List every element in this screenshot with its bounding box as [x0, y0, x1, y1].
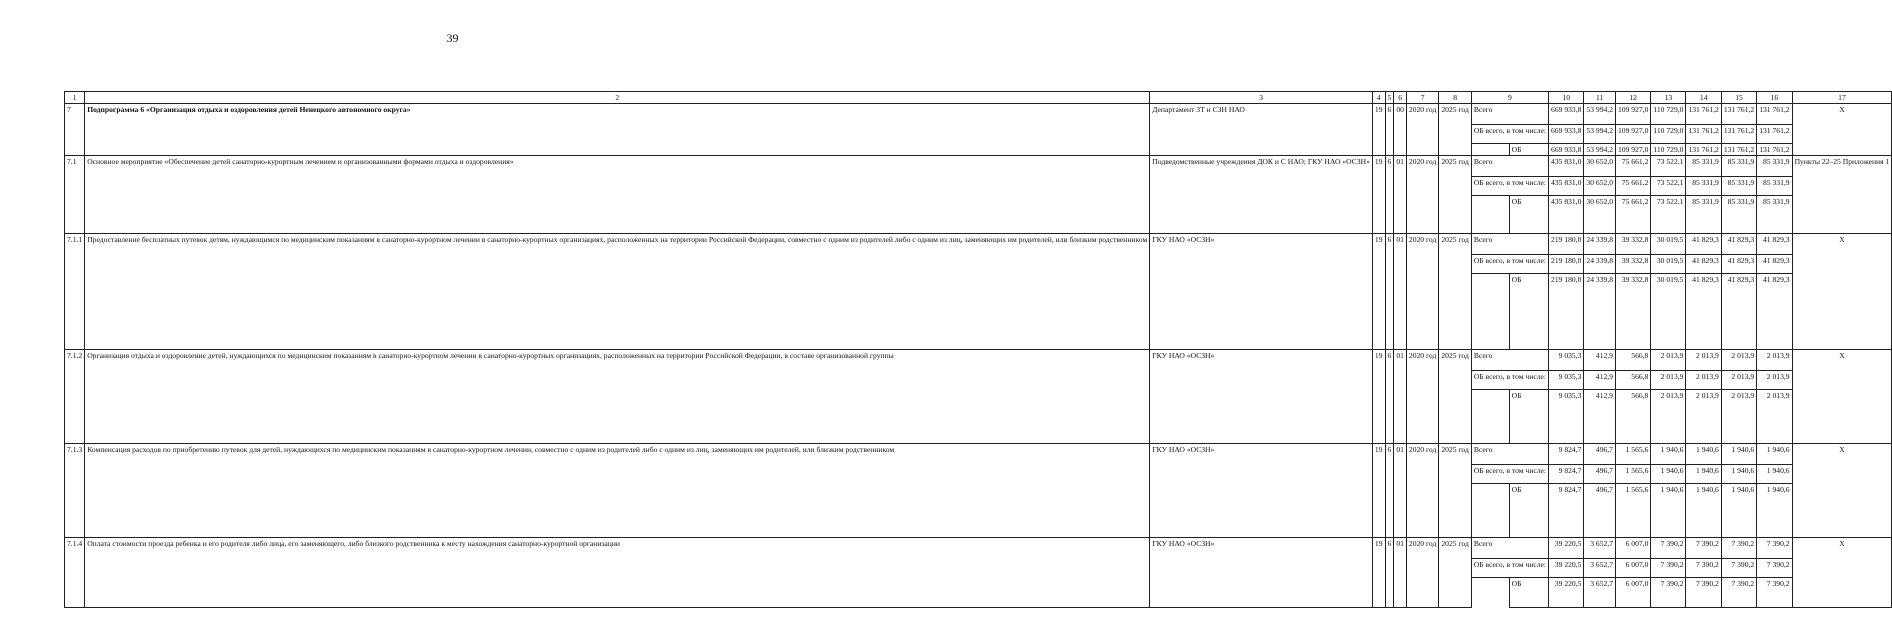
- ob-including-value: 53 994,2: [1584, 125, 1616, 144]
- code-col-6: 01: [1394, 156, 1407, 234]
- total-value: 7 390,2: [1721, 538, 1756, 559]
- table-row: [65, 104, 1892, 125]
- total-value: 110 729,0: [1651, 104, 1686, 125]
- ob-value: 2 013,9: [1651, 390, 1686, 444]
- row-executor: ГКУ НАО «ОСЗН»: [1150, 538, 1373, 608]
- ob-including-value: 1 940,6: [1757, 465, 1792, 484]
- end-year: 2025 год: [1439, 104, 1471, 156]
- end-year: 2025 год: [1439, 350, 1471, 444]
- total-value: 109 927,0: [1615, 104, 1650, 125]
- ob-value: 9 035,3: [1549, 390, 1584, 444]
- ob-including-value: 219 180,0: [1549, 255, 1584, 274]
- total-value: 6 007,0: [1615, 538, 1650, 559]
- ob-value: 219 180,0: [1549, 274, 1584, 350]
- ob-including-value: 41 829,3: [1686, 255, 1721, 274]
- ob-value: 30 652,0: [1584, 196, 1616, 234]
- ob-including-value: 131 761,2: [1757, 125, 1792, 144]
- ob-including-value: 2 013,9: [1721, 371, 1756, 390]
- ob-value: 24 339,8: [1584, 274, 1616, 350]
- code-col-4: 19: [1372, 538, 1385, 608]
- total-value: 435 831,0: [1549, 156, 1584, 177]
- ob-including-value: 6 007,0: [1615, 559, 1650, 578]
- ob-value: 41 829,3: [1686, 274, 1721, 350]
- row-note: X: [1792, 234, 1892, 350]
- row-executor: ГКУ НАО «ОСЗН»: [1150, 234, 1373, 350]
- total-value: 2 013,9: [1686, 350, 1721, 371]
- ob-including-value: 1 940,6: [1686, 465, 1721, 484]
- source-spacer: [1471, 484, 1509, 538]
- source-ob-including-label: ОБ всего, в том числе:: [1471, 177, 1548, 196]
- ob-value: 496,7: [1584, 484, 1616, 538]
- row-note: X: [1792, 104, 1892, 156]
- table-row: [65, 350, 1892, 371]
- ob-including-value: 7 390,2: [1757, 559, 1792, 578]
- total-value: 30 652,0: [1584, 156, 1616, 177]
- ob-value: 7 390,2: [1757, 578, 1792, 608]
- ob-including-value: 85 331,9: [1686, 177, 1721, 196]
- ob-value: 7 390,2: [1686, 578, 1721, 608]
- row-number: 7.1.3: [65, 444, 85, 538]
- ob-including-value: 75 661,2: [1615, 177, 1650, 196]
- start-year: 2020 год: [1406, 234, 1438, 350]
- code-col-6: 01: [1394, 350, 1407, 444]
- page-number: 39: [446, 31, 459, 45]
- source-spacer: [1471, 390, 1509, 444]
- code-col-4: 19: [1372, 350, 1385, 444]
- ob-value: 1 940,6: [1651, 484, 1686, 538]
- row-note: X: [1792, 350, 1892, 444]
- ob-including-value: 2 013,9: [1651, 371, 1686, 390]
- source-ob-label: ОБ: [1509, 144, 1548, 156]
- ob-including-value: 7 390,2: [1651, 559, 1686, 578]
- total-value: 75 661,2: [1615, 156, 1650, 177]
- total-value: 1 565,6: [1615, 444, 1650, 465]
- total-value: 41 829,3: [1721, 234, 1756, 255]
- total-value: 496,7: [1584, 444, 1616, 465]
- code-col-4: 19: [1372, 104, 1385, 156]
- total-value: 1 940,6: [1651, 444, 1686, 465]
- ob-including-value: 9 035,3: [1549, 371, 1584, 390]
- row-note: X: [1792, 538, 1892, 608]
- total-value: 2 013,9: [1721, 350, 1756, 371]
- end-year: 2025 год: [1439, 156, 1471, 234]
- code-col-5: 6: [1385, 234, 1394, 350]
- ob-value: 109 927,0: [1615, 144, 1650, 156]
- end-year: 2025 год: [1439, 538, 1471, 608]
- column-header: 4: [1372, 92, 1385, 104]
- code-col-6: 01: [1394, 444, 1407, 538]
- row-name: Предоставление бесплатных путевок детям, нуждающимся по медицинским показаниям в санаторно-курортном лечении в санаторно-курортных организациях, расположенных на территории Российской Федерации, совместно с одним из родителей либо с одним из лиц, заменяющих им родителей, или близким родственником: [85, 234, 1150, 350]
- total-value: 131 761,2: [1721, 104, 1756, 125]
- source-ob-label: ОБ: [1509, 196, 1548, 234]
- table-row: [65, 538, 1892, 559]
- code-col-5: 6: [1385, 104, 1394, 156]
- row-number: 7.1.1: [65, 234, 85, 350]
- code-col-5: 6: [1385, 444, 1394, 538]
- column-header: 11: [1584, 92, 1616, 104]
- column-header: 14: [1686, 92, 1721, 104]
- total-value: 9 824,7: [1549, 444, 1584, 465]
- ob-value: 39 332,8: [1615, 274, 1650, 350]
- total-value: 566,8: [1615, 350, 1650, 371]
- ob-value: 41 829,3: [1757, 274, 1792, 350]
- column-header: 2: [85, 92, 1150, 104]
- start-year: 2020 год: [1406, 156, 1438, 234]
- ob-including-value: 30 019,5: [1651, 255, 1686, 274]
- ob-including-value: 30 652,0: [1584, 177, 1616, 196]
- table-row: [65, 234, 1892, 255]
- row-name: Компенсация расходов по приобретению путевок для детей, нуждающихся по медицинским показаниям в санаторно-курортном лечении, совместно с одним из родителей либо с одним из лиц, заменяющих им родителей, или близким родственником: [85, 444, 1150, 538]
- source-ob-label: ОБ: [1509, 484, 1548, 538]
- total-value: 24 339,8: [1584, 234, 1616, 255]
- start-year: 2020 год: [1406, 104, 1438, 156]
- ob-including-value: 1 940,6: [1721, 465, 1756, 484]
- source-ob-including-label: ОБ всего, в том числе:: [1471, 465, 1548, 484]
- ob-value: 3 652,7: [1584, 578, 1616, 608]
- end-year: 2025 год: [1439, 234, 1471, 350]
- total-value: 85 331,9: [1757, 156, 1792, 177]
- column-header: 7: [1406, 92, 1438, 104]
- ob-value: 669 933,8: [1549, 144, 1584, 156]
- code-col-4: 19: [1372, 156, 1385, 234]
- ob-value: 2 013,9: [1721, 390, 1756, 444]
- column-header: 12: [1615, 92, 1650, 104]
- row-name: Организация отдыха и оздоровление детей, нуждающихся по медицинским показаниям в санаторно-курортном лечении в санаторно-курортных организациях, расположенных на территории Российской Федерации, в составе организованной группы: [85, 350, 1150, 444]
- total-value: 7 390,2: [1686, 538, 1721, 559]
- row-note: Пункты 22–25 Приложения 1: [1792, 156, 1892, 234]
- column-header: 6: [1394, 92, 1407, 104]
- ob-including-value: 39 332,8: [1615, 255, 1650, 274]
- ob-including-value: 39 220,5: [1549, 559, 1584, 578]
- ob-value: 2 013,9: [1686, 390, 1721, 444]
- ob-including-value: 110 729,0: [1651, 125, 1686, 144]
- total-value: 2 013,9: [1757, 350, 1792, 371]
- ob-value: 75 661,2: [1615, 196, 1650, 234]
- total-value: 39 220,5: [1549, 538, 1584, 559]
- total-value: 73 522,1: [1651, 156, 1686, 177]
- source-ob-including-label: ОБ всего, в том числе:: [1471, 125, 1548, 144]
- ob-including-value: 7 390,2: [1721, 559, 1756, 578]
- ob-value: 131 761,2: [1757, 144, 1792, 156]
- code-col-6: 00: [1394, 104, 1407, 156]
- ob-value: 85 331,9: [1686, 196, 1721, 234]
- ob-value: 9 824,7: [1549, 484, 1584, 538]
- total-value: 3 652,7: [1584, 538, 1616, 559]
- total-value: 30 019,5: [1651, 234, 1686, 255]
- column-header: 16: [1757, 92, 1792, 104]
- ob-including-value: 412,9: [1584, 371, 1616, 390]
- ob-value: 53 994,2: [1584, 144, 1616, 156]
- source-ob-including-label: ОБ всего, в том числе:: [1471, 559, 1548, 578]
- start-year: 2020 год: [1406, 350, 1438, 444]
- ob-including-value: 435 831,0: [1549, 177, 1584, 196]
- ob-value: 6 007,0: [1615, 578, 1650, 608]
- ob-value: 41 829,3: [1721, 274, 1756, 350]
- start-year: 2020 год: [1406, 444, 1438, 538]
- total-value: 85 331,9: [1686, 156, 1721, 177]
- code-col-5: 6: [1385, 538, 1394, 608]
- row-executor: ГКУ НАО «ОСЗН»: [1150, 444, 1373, 538]
- total-value: 41 829,3: [1686, 234, 1721, 255]
- source-total-label: Всего: [1471, 350, 1548, 371]
- ob-including-value: 566,8: [1615, 371, 1650, 390]
- row-executor: Подведомственные учреждения ДОК и С НАО; ГКУ НАО «ОСЗН»: [1150, 156, 1373, 234]
- end-year: 2025 год: [1439, 444, 1471, 538]
- ob-including-value: 131 761,2: [1686, 125, 1721, 144]
- source-total-label: Всего: [1471, 444, 1548, 465]
- row-name: Основное мероприятие «Обеспечение детей санаторно-курортным лечением и организованными формами отдыха и оздоровления»: [85, 156, 1150, 234]
- ob-including-value: 1 940,6: [1651, 465, 1686, 484]
- ob-value: 131 761,2: [1721, 144, 1756, 156]
- ob-including-value: 41 829,3: [1721, 255, 1756, 274]
- code-col-5: 6: [1385, 350, 1394, 444]
- budget-table: [64, 91, 1892, 608]
- source-spacer: [1471, 196, 1509, 234]
- ob-value: 30 019,5: [1651, 274, 1686, 350]
- source-ob-label: ОБ: [1509, 274, 1548, 350]
- source-ob-label: ОБ: [1509, 390, 1548, 444]
- ob-including-value: 109 927,0: [1615, 125, 1650, 144]
- table-row: [65, 444, 1892, 465]
- column-header: 13: [1651, 92, 1686, 104]
- ob-value: 85 331,9: [1721, 196, 1756, 234]
- row-number: 7: [65, 104, 85, 156]
- total-value: 1 940,6: [1686, 444, 1721, 465]
- ob-value: 110 729,0: [1651, 144, 1686, 156]
- ob-including-value: 669 933,8: [1549, 125, 1584, 144]
- ob-value: 7 390,2: [1721, 578, 1756, 608]
- ob-including-value: 85 331,9: [1757, 177, 1792, 196]
- total-value: 41 829,3: [1757, 234, 1792, 255]
- ob-including-value: 24 339,8: [1584, 255, 1616, 274]
- code-col-6: 01: [1394, 234, 1407, 350]
- ob-value: 85 331,9: [1757, 196, 1792, 234]
- total-value: 9 035,3: [1549, 350, 1584, 371]
- code-col-5: 6: [1385, 156, 1394, 234]
- column-header: 8: [1439, 92, 1471, 104]
- source-ob-including-label: ОБ всего, в том числе:: [1471, 255, 1548, 274]
- ob-value: 412,9: [1584, 390, 1616, 444]
- source-total-label: Всего: [1471, 538, 1548, 559]
- code-col-6: 01: [1394, 538, 1407, 608]
- row-executor: ГКУ НАО «ОСЗН»: [1150, 350, 1373, 444]
- source-total-label: Всего: [1471, 234, 1548, 255]
- ob-value: 131 761,2: [1686, 144, 1721, 156]
- ob-value: 73 522,1: [1651, 196, 1686, 234]
- ob-value: 1 940,6: [1721, 484, 1756, 538]
- total-value: 131 761,2: [1686, 104, 1721, 125]
- ob-including-value: 73 522,1: [1651, 177, 1686, 196]
- row-name: Подпрограмма 6 «Организация отдыха и оздоровления детей Ненецкого автономного округа»: [85, 104, 1150, 156]
- ob-value: 1 940,6: [1686, 484, 1721, 538]
- column-header: 5: [1385, 92, 1394, 104]
- ob-including-value: 131 761,2: [1721, 125, 1756, 144]
- source-total-label: Всего: [1471, 156, 1548, 177]
- row-note: X: [1792, 444, 1892, 538]
- ob-including-value: 7 390,2: [1686, 559, 1721, 578]
- total-value: 39 332,8: [1615, 234, 1650, 255]
- source-total-label: Всего: [1471, 104, 1548, 125]
- ob-including-value: 85 331,9: [1721, 177, 1756, 196]
- total-value: 1 940,6: [1721, 444, 1756, 465]
- header-row: [65, 92, 1892, 104]
- total-value: 1 940,6: [1757, 444, 1792, 465]
- column-header: 9: [1471, 92, 1548, 104]
- total-value: 7 390,2: [1757, 538, 1792, 559]
- source-spacer: [1471, 274, 1509, 350]
- total-value: 53 994,2: [1584, 104, 1616, 125]
- ob-value: 1 565,6: [1615, 484, 1650, 538]
- total-value: 2 013,9: [1651, 350, 1686, 371]
- column-header: 3: [1150, 92, 1373, 104]
- ob-including-value: 2 013,9: [1757, 371, 1792, 390]
- ob-including-value: 1 565,6: [1615, 465, 1650, 484]
- total-value: 131 761,2: [1757, 104, 1792, 125]
- row-number: 7.1.4: [65, 538, 85, 608]
- row-name: Оплата стоимости проезда ребенка и его родителя либо лица, его заменяющего, либо близкого родственника к месту нахождения санаторно-курортной организации: [85, 538, 1150, 608]
- ob-value: 39 220,5: [1549, 578, 1584, 608]
- row-number: 7.1: [65, 156, 85, 234]
- ob-including-value: 2 013,9: [1686, 371, 1721, 390]
- row-number: 7.1.2: [65, 350, 85, 444]
- code-col-4: 19: [1372, 234, 1385, 350]
- total-value: 7 390,2: [1651, 538, 1686, 559]
- start-year: 2020 год: [1406, 538, 1438, 608]
- ob-including-value: 41 829,3: [1757, 255, 1792, 274]
- total-value: 219 180,0: [1549, 234, 1584, 255]
- ob-value: 566,8: [1615, 390, 1650, 444]
- column-header: 10: [1549, 92, 1584, 104]
- column-header: 1: [65, 92, 85, 104]
- table-row: [65, 156, 1892, 177]
- code-col-4: 19: [1372, 444, 1385, 538]
- source-ob-label: ОБ: [1509, 578, 1548, 608]
- total-value: 669 933,8: [1549, 104, 1584, 125]
- source-ob-including-label: ОБ всего, в том числе:: [1471, 371, 1548, 390]
- source-spacer: [1471, 578, 1509, 608]
- ob-including-value: 9 824,7: [1549, 465, 1584, 484]
- ob-value: 435 831,0: [1549, 196, 1584, 234]
- total-value: 412,9: [1584, 350, 1616, 371]
- ob-value: 7 390,2: [1651, 578, 1686, 608]
- column-header: 15: [1721, 92, 1756, 104]
- ob-value: 1 940,6: [1757, 484, 1792, 538]
- ob-including-value: 496,7: [1584, 465, 1616, 484]
- ob-value: 2 013,9: [1757, 390, 1792, 444]
- source-spacer: [1471, 144, 1509, 156]
- column-header: 17: [1792, 92, 1892, 104]
- ob-including-value: 3 652,7: [1584, 559, 1616, 578]
- row-executor: Департамент ЗТ и СЗН НАО: [1150, 104, 1373, 156]
- total-value: 85 331,9: [1721, 156, 1756, 177]
